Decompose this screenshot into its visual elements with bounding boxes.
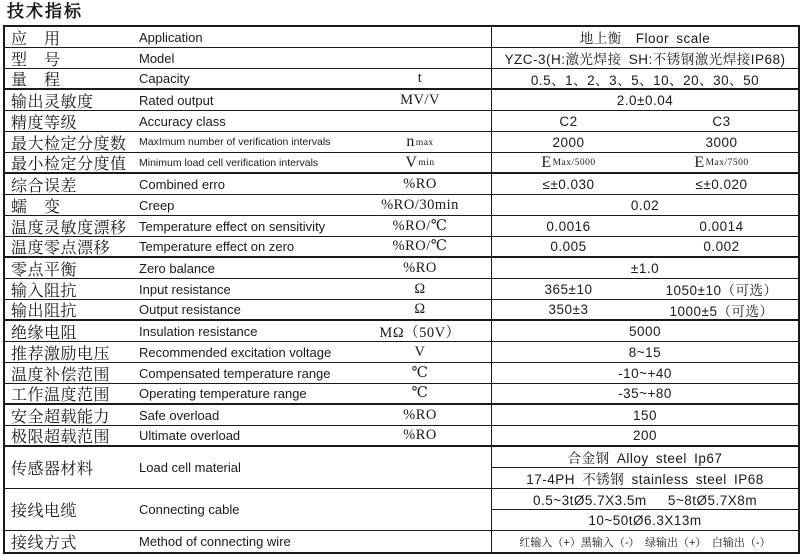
label-en: Method of connecting wire	[139, 534, 291, 549]
label-zh: 绝缘电阻	[11, 324, 78, 341]
value-text: 350±3	[548, 302, 589, 317]
row-label	[5, 111, 492, 131]
table-row	[5, 216, 798, 237]
row-label	[5, 27, 492, 47]
label-zh: 温度灵敏度漂移	[11, 219, 127, 236]
label-zh: 应 用	[11, 30, 61, 47]
table-row	[5, 90, 798, 111]
row-label	[5, 405, 492, 425]
value-text	[492, 153, 645, 172]
unit-cell: t	[417, 70, 423, 86]
label-en: Recommended excitation voltage	[139, 344, 332, 360]
unit-main: E	[694, 153, 705, 171]
unit-cell	[349, 447, 491, 488]
row-label	[5, 48, 492, 68]
row-label	[5, 531, 492, 552]
table-row	[5, 531, 798, 552]
table-row	[5, 426, 798, 447]
unit-cell: MV/V	[400, 91, 440, 108]
unit-subscript: min	[418, 157, 435, 168]
unit-cell: ℃	[411, 364, 429, 381]
row-value	[492, 384, 798, 403]
row-label	[5, 174, 492, 194]
table-row	[5, 489, 798, 531]
table-row	[5, 111, 798, 132]
value-text: 5000	[628, 323, 662, 339]
label-zh: 接线方式	[11, 535, 78, 552]
unit-main: E	[541, 153, 552, 171]
label-en: Connecting cable	[139, 502, 240, 517]
row-value	[492, 447, 798, 488]
value-text: 2.0±0.04	[616, 92, 674, 108]
value-text: 0.002	[703, 239, 740, 254]
label-en: Capacity	[139, 71, 190, 86]
table-row	[5, 48, 798, 69]
label-en: Temperature effect on sensitivity	[139, 218, 326, 234]
row-label	[5, 195, 492, 215]
label-en: Compensated temperature range	[139, 365, 331, 381]
unit-subscript: max	[415, 137, 434, 148]
table-row	[5, 195, 798, 216]
table-row	[5, 384, 798, 405]
table-row	[5, 174, 798, 195]
value-text: C2	[559, 113, 578, 129]
value-text: 0.5~3tØ5.7X3.5m 5~8tØ5.7X8m	[492, 489, 798, 510]
label-en: Application	[139, 29, 203, 45]
value-text: 0.0016	[546, 218, 591, 234]
value-text: 合金钢 Alloy steel Ip67	[492, 447, 798, 468]
unit-cell: %RO	[403, 175, 437, 192]
table-row	[5, 237, 798, 258]
unit-cell: %RO/30min	[381, 196, 459, 213]
unit-main: n	[406, 133, 415, 150]
unit-cell: Ω	[414, 280, 426, 297]
spec-sheet	[0, 2, 807, 554]
label-en: Combined erro	[139, 176, 225, 192]
value-text: 3000	[705, 134, 738, 150]
row-value	[492, 216, 798, 236]
unit-cell	[349, 531, 491, 552]
row-value	[492, 258, 798, 278]
row-value	[492, 69, 798, 88]
label-en: Zero balance	[139, 260, 215, 276]
label-zh: 零点平衡	[11, 261, 78, 278]
unit-cell: MΩ（50V）	[379, 324, 461, 341]
value-text: 0.5、1、2、3、5、10、20、30、50	[530, 72, 760, 88]
row-label	[5, 279, 492, 299]
row-value	[492, 132, 798, 152]
label-en: Output resistance	[139, 302, 241, 317]
value-text: ≤±0.030	[542, 176, 595, 192]
table-row	[5, 27, 798, 48]
label-en: Operating temperature range	[139, 386, 307, 401]
value-text: ≤±0.020	[695, 176, 748, 192]
label-zh: 推荐激励电压	[11, 345, 111, 362]
value-text: 1000±5（可选）	[669, 303, 774, 319]
unit-cell: %RO/℃	[392, 217, 448, 234]
table-row	[5, 405, 798, 426]
value-text: 8~15	[628, 344, 662, 360]
unit-cell: ℃	[411, 385, 429, 401]
row-label	[5, 90, 492, 110]
unit-cell	[349, 153, 491, 172]
row-value	[492, 279, 798, 299]
page-title: 技术指标	[7, 2, 83, 21]
unit-subscript: Max/5000	[552, 157, 596, 168]
label-zh: 最大检定分度数	[11, 135, 127, 152]
label-zh: 量 程	[11, 72, 61, 88]
row-value	[492, 195, 798, 215]
row-label	[5, 426, 492, 445]
value-text: 0.0014	[699, 218, 744, 234]
label-en: Insulation resistance	[139, 323, 258, 339]
row-label	[5, 153, 492, 172]
table-row	[5, 447, 798, 489]
row-value	[492, 363, 798, 383]
label-zh: 蠕 变	[11, 198, 61, 215]
label-zh: 工作温度范围	[11, 387, 111, 403]
row-value	[492, 90, 798, 110]
value-text: 0.02	[630, 197, 660, 213]
row-value	[492, 342, 798, 362]
row-value	[492, 489, 798, 530]
value-text: 红输入（+）黑输入（-） 绿输出（+） 白输出（-）	[519, 536, 771, 549]
table-row	[5, 69, 798, 90]
row-value	[492, 153, 798, 172]
table-row	[5, 300, 798, 321]
value-text: -35~+80	[618, 386, 672, 401]
label-zh: 接线电缆	[11, 503, 78, 520]
table-row	[5, 279, 798, 300]
value-text: ±1.0	[630, 260, 660, 276]
unit-cell	[349, 111, 491, 131]
label-zh: 安全超载能力	[11, 408, 111, 425]
row-label	[5, 363, 492, 383]
unit-subscript: Max/7500	[705, 157, 749, 168]
value-text: 0.005	[550, 239, 587, 254]
label-en: MaxImum number of verification intervals	[139, 136, 331, 148]
label-zh: 最小检定分度值	[11, 156, 127, 172]
row-label	[5, 342, 492, 362]
spec-table	[3, 25, 800, 554]
row-label	[5, 132, 492, 152]
row-label	[5, 321, 492, 341]
row-value	[492, 426, 798, 445]
label-zh: 精度等级	[11, 114, 78, 131]
value-text: 10~50tØ6.3X13m	[588, 512, 702, 528]
label-zh: 综合误差	[11, 177, 78, 194]
row-value	[492, 300, 798, 319]
label-zh: 传感器材料	[11, 461, 94, 478]
row-value	[492, 27, 798, 47]
unit-cell	[349, 489, 491, 530]
label-en: Rated output	[139, 92, 214, 108]
label-zh: 温度补偿范围	[11, 366, 111, 383]
unit-cell: %RO/℃	[392, 238, 448, 254]
table-row	[5, 321, 798, 342]
value-text: 2000	[552, 134, 585, 150]
unit-main: V	[405, 153, 418, 171]
row-label	[5, 447, 492, 488]
value-text: 1050±10（可选）	[665, 283, 778, 298]
label-zh: 输出灵敏度	[11, 93, 94, 110]
row-value	[492, 237, 798, 256]
label-en: Creep	[139, 197, 175, 213]
value-text: 150	[632, 407, 658, 423]
table-row	[5, 153, 798, 174]
row-value	[492, 111, 798, 131]
label-en: Safe overload	[139, 407, 220, 423]
value-text: -10~+40	[618, 365, 672, 381]
unit-cell: %RO	[403, 259, 437, 276]
row-label	[5, 384, 492, 403]
value-text: 17-4PH 不锈钢 stainless steel IP68	[526, 472, 764, 487]
label-en: Load cell material	[139, 460, 241, 475]
label-zh: 输出阻抗	[11, 303, 78, 319]
row-value	[492, 321, 798, 341]
row-value	[492, 531, 798, 552]
row-label	[5, 69, 492, 88]
label-en: Model	[139, 50, 175, 66]
unit-cell: Ω	[414, 301, 426, 317]
value-text: YZC-3(H:激光焊接 SH:不锈钢激光焊接IP68)	[504, 52, 786, 67]
table-row	[5, 363, 798, 384]
label-en: Input resistance	[139, 281, 231, 297]
value-text	[645, 153, 798, 172]
row-value	[492, 174, 798, 194]
row-value	[492, 48, 798, 68]
row-label	[5, 237, 492, 256]
label-zh: 温度零点漂移	[11, 240, 111, 256]
label-en: Temperature effect on zero	[139, 239, 295, 254]
label-en: Minimum load cell verification intervals	[139, 156, 319, 169]
row-label	[5, 300, 492, 319]
table-row	[5, 132, 798, 153]
value-text: 200	[632, 428, 658, 443]
unit-cell: %RO	[403, 406, 437, 423]
label-zh: 输入阻抗	[11, 282, 78, 299]
unit-cell: V	[414, 343, 426, 360]
unit-cell	[349, 132, 491, 152]
label-zh: 极限超载范围	[11, 429, 111, 445]
unit-cell	[349, 48, 491, 68]
row-label	[5, 489, 492, 530]
table-row	[5, 342, 798, 363]
value-text: 地上衡 Floor scale	[579, 31, 711, 46]
row-value	[492, 405, 798, 425]
label-en: Ultimate overload	[139, 428, 241, 443]
value-text: C3	[712, 113, 731, 129]
label-en: Accuracy class	[139, 113, 226, 129]
table-row	[5, 258, 798, 279]
row-label	[5, 216, 492, 236]
unit-cell: %RO	[403, 427, 437, 443]
unit-cell	[349, 27, 491, 47]
value-text: 365±10	[544, 281, 593, 297]
row-label	[5, 258, 492, 278]
label-zh: 型 号	[11, 51, 61, 68]
